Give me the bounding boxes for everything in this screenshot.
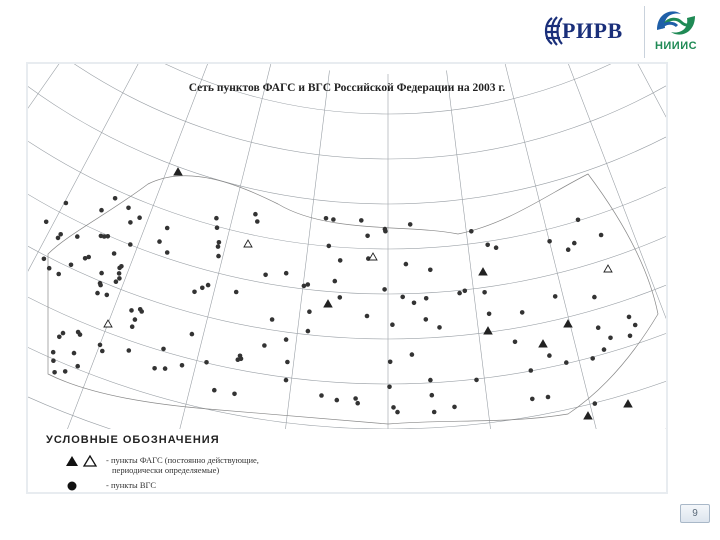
vgs-point: [98, 281, 103, 286]
vgs-point: [126, 206, 131, 211]
vgs-point: [76, 330, 81, 335]
vgs-point: [263, 273, 268, 278]
legend-heading: УСЛОВНЫЕ ОБОЗНАЧЕНИЯ: [46, 434, 220, 446]
vgs-point: [331, 217, 336, 222]
fags-point: [604, 265, 612, 272]
vgs-point: [408, 222, 413, 227]
vgs-point: [117, 271, 122, 276]
vgs-point: [95, 291, 100, 296]
vgs-point: [428, 378, 433, 383]
vgs-point: [365, 234, 370, 239]
vgs-point: [270, 317, 275, 322]
niiis-logo-text: НИИИС: [654, 40, 698, 52]
vgs-point: [75, 234, 80, 239]
vgs-point: [284, 378, 289, 383]
vgs-point: [72, 351, 77, 356]
fags-point: [584, 412, 592, 419]
vgs-point: [608, 336, 613, 341]
vgs-point: [192, 290, 197, 295]
page-number: 9: [680, 504, 710, 523]
vgs-point: [307, 309, 312, 314]
vgs-point: [628, 334, 633, 339]
vgs-point: [165, 226, 170, 231]
rirv-logo-text: РИРВ: [562, 18, 623, 43]
map-legend: [40, 432, 440, 492]
vgs-point: [530, 397, 535, 402]
fags-point: [244, 240, 252, 247]
vgs-circle-icon: [64, 480, 100, 494]
vgs-point: [58, 232, 63, 237]
vgs-point: [382, 287, 387, 292]
vgs-point: [138, 307, 143, 312]
vgs-point: [284, 337, 289, 342]
vgs-point: [474, 378, 479, 383]
vgs-point: [564, 360, 569, 365]
vgs-point: [52, 370, 57, 375]
vgs-point: [487, 312, 492, 317]
vgs-point: [566, 247, 571, 252]
vgs-point: [51, 350, 56, 355]
vgs-point: [232, 392, 237, 397]
vgs-point: [353, 396, 358, 401]
fags-point: [324, 300, 332, 307]
vgs-point: [482, 290, 487, 295]
vgs-point: [42, 257, 47, 262]
vgs-point: [234, 290, 239, 295]
vgs-point: [387, 385, 392, 390]
vgs-point: [593, 401, 598, 406]
vgs-point: [513, 340, 518, 345]
vgs-point: [424, 317, 429, 322]
vgs-point: [47, 266, 52, 271]
vgs-point: [216, 254, 221, 259]
fags-point: [564, 320, 572, 327]
vgs-point: [217, 240, 222, 245]
vgs-point: [117, 276, 122, 281]
vgs-point: [127, 348, 132, 353]
vgs-point: [129, 308, 134, 313]
niiis-wave-icon: [651, 6, 701, 40]
vgs-point: [200, 286, 205, 291]
vgs-point: [180, 363, 185, 368]
vgs-point: [165, 250, 170, 255]
vgs-point: [485, 243, 490, 248]
vgs-point: [206, 283, 211, 288]
vgs-point: [157, 239, 162, 244]
vgs-point: [83, 256, 88, 261]
fags-point: [174, 168, 182, 175]
vgs-point: [102, 234, 107, 239]
fags-point: [539, 340, 547, 347]
fags-point: [369, 253, 377, 260]
vgs-point: [355, 401, 360, 406]
vgs-point: [113, 196, 118, 201]
vgs-point: [61, 331, 66, 336]
vgs-point: [215, 225, 220, 230]
fags-point: [104, 320, 112, 327]
vgs-point: [99, 271, 104, 276]
vgs-point: [99, 208, 104, 213]
vgs-point: [130, 324, 135, 329]
vgs-point: [592, 295, 597, 300]
vgs-point: [137, 215, 142, 220]
vgs-point: [432, 410, 437, 415]
vgs-point: [633, 323, 638, 328]
vgs-point: [327, 244, 332, 249]
legend-vgs-text: - пункты ВГС: [106, 480, 157, 490]
vgs-point: [69, 263, 74, 268]
vgs-point: [602, 347, 607, 352]
vgs-point: [57, 335, 62, 340]
geodetic-network-map: [28, 64, 666, 492]
vgs-point: [520, 310, 525, 315]
vgs-point: [395, 410, 400, 415]
vgs-point: [253, 212, 258, 217]
vgs-point: [98, 343, 103, 348]
vgs-point: [359, 218, 364, 223]
vgs-point: [44, 220, 49, 225]
vgs-point: [546, 395, 551, 400]
vgs-point: [452, 405, 457, 410]
vgs-point: [128, 220, 133, 225]
fags-point: [484, 327, 492, 334]
vgs-point: [119, 264, 124, 269]
vgs-point: [457, 291, 462, 296]
vgs-point: [324, 216, 329, 221]
vgs-point: [112, 251, 117, 256]
vgs-point: [216, 244, 221, 249]
vgs-point: [391, 405, 396, 410]
vgs-point: [338, 295, 343, 300]
vgs-point: [238, 354, 243, 359]
vgs-point: [437, 325, 442, 330]
vgs-point: [262, 343, 267, 348]
vgs-point: [306, 282, 311, 287]
vgs-point: [163, 366, 168, 371]
vgs-point: [190, 332, 195, 337]
vgs-point: [596, 325, 601, 330]
vgs-point: [212, 388, 217, 393]
vgs-point: [494, 245, 499, 250]
vgs-point: [469, 229, 474, 234]
vgs-point: [547, 353, 552, 358]
vgs-point: [152, 366, 157, 371]
vgs-point: [105, 293, 110, 298]
vgs-point: [75, 364, 80, 369]
vgs-point: [204, 360, 209, 365]
vgs-point: [404, 262, 409, 267]
vgs-point: [161, 347, 166, 352]
vgs-point: [424, 296, 429, 301]
vgs-point: [410, 352, 415, 357]
vgs-point: [338, 258, 343, 263]
fags-point: [624, 400, 632, 407]
vgs-point: [547, 239, 552, 244]
vgs-point: [599, 233, 604, 238]
vgs-point: [51, 358, 56, 363]
fags-point: [479, 268, 487, 275]
vgs-point: [576, 218, 581, 223]
vgs-point: [64, 201, 69, 206]
vgs-point: [365, 314, 370, 319]
vgs-point: [572, 241, 577, 246]
vgs-point: [412, 301, 417, 306]
map-frame: [26, 62, 668, 494]
vgs-point: [114, 279, 119, 284]
vgs-point: [255, 219, 260, 224]
vgs-point: [400, 295, 405, 300]
vgs-point: [285, 360, 290, 365]
vgs-point: [553, 294, 558, 299]
map-title: Сеть пунктов ФАГС и ВГС Российской Федерации на 2003 г.: [188, 82, 506, 94]
vgs-point: [214, 216, 219, 221]
vgs-point: [388, 360, 393, 365]
fags-triangle-icons: [64, 454, 100, 468]
vgs-point: [390, 322, 395, 327]
legend-fags-text: - пункты ФАГС (постоянно действующие, периодически определяемые): [106, 455, 259, 475]
vgs-point: [319, 393, 324, 398]
header-logos: [542, 6, 712, 56]
vgs-point: [100, 349, 105, 354]
vgs-point: [627, 315, 632, 320]
vgs-point: [333, 279, 338, 284]
vgs-point: [335, 398, 340, 403]
graticule-lines: [28, 64, 666, 492]
niiis-logo: [644, 6, 707, 58]
vgs-point: [284, 271, 289, 276]
vgs-point: [463, 289, 468, 294]
vgs-point: [430, 393, 435, 398]
vgs-point: [590, 356, 595, 361]
vgs-point: [63, 369, 68, 374]
vgs-point: [306, 329, 311, 334]
vgs-point: [133, 317, 138, 322]
vgs-point: [428, 268, 433, 273]
vgs-point: [529, 368, 534, 373]
vgs-point: [56, 272, 61, 277]
vgs-point: [128, 242, 133, 247]
map-graticule: [28, 64, 666, 492]
vgs-point: [383, 229, 388, 234]
